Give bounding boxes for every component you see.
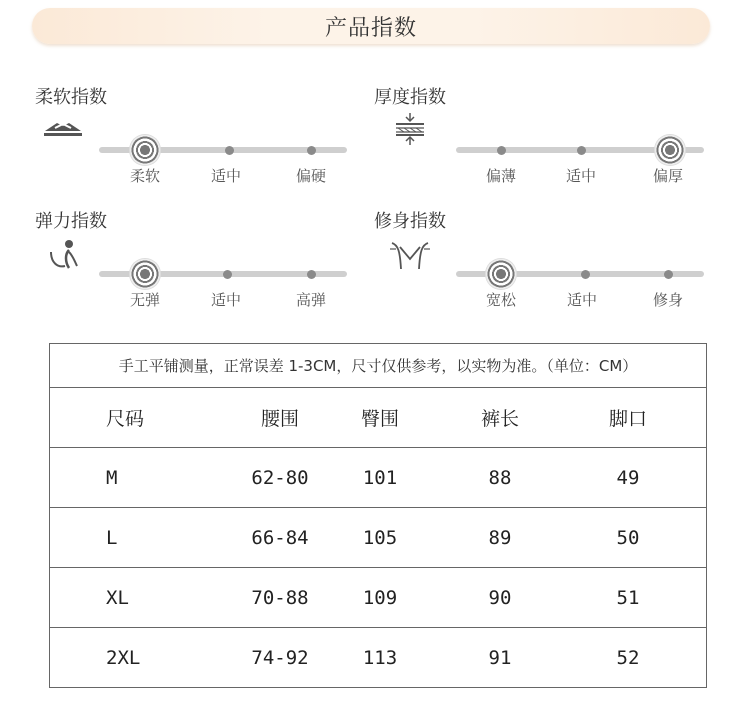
cushion-icon: [41, 113, 85, 147]
thickness-option-dot: [497, 146, 506, 155]
table-cell: 66-84: [251, 526, 309, 549]
softness-option-dot: [225, 146, 234, 155]
fit-option-dot: [664, 270, 673, 279]
table-cell: 74-92: [251, 647, 309, 669]
index-title: 柔软指数: [35, 87, 107, 108]
table-cell: M: [106, 466, 118, 489]
table-cell: 89: [488, 526, 512, 549]
table-header-row: [50, 388, 706, 448]
elasticity-option-label: 高弹: [295, 291, 327, 309]
index-title: 弹力指数: [35, 211, 107, 232]
table-cell: 70-88: [251, 586, 309, 609]
elasticity-option-label: 无弹: [129, 291, 161, 309]
softness-option-label: 柔软: [129, 167, 161, 185]
fit-selected-marker: [486, 259, 516, 289]
header-cell: 裤长: [480, 408, 519, 430]
table-cell: 105: [362, 526, 398, 549]
elasticity-option-label: 适中: [210, 291, 242, 309]
table-cell: 51: [616, 586, 640, 609]
softness-option-label: 偏硬: [295, 167, 327, 185]
table-cell: 90: [488, 586, 512, 609]
section-banner: [32, 8, 710, 44]
thickness-option-label: 偏薄: [485, 167, 517, 185]
elasticity-option-dot: [223, 270, 232, 279]
size-table: [49, 343, 707, 688]
index-title: 厚度指数: [374, 87, 446, 108]
fit-option-label: 宽松: [485, 291, 517, 309]
thickness-option-label: 适中: [565, 167, 597, 185]
index-title: 修身指数: [374, 211, 446, 232]
table-cell: 62-80: [251, 466, 309, 489]
elasticity-option-dot: [307, 270, 316, 279]
stretch-person-icon: [43, 238, 87, 272]
table-cell: L: [106, 526, 118, 549]
header-cell: 脚口: [608, 408, 647, 430]
header-cell: 腰围: [260, 408, 299, 430]
softness-index: [35, 83, 365, 193]
fit-silhouette-icon: [388, 239, 432, 273]
table-cell: 50: [616, 526, 640, 549]
table-cell: 91: [488, 647, 512, 669]
header-cell: 臀围: [360, 408, 399, 430]
table-cell: 109: [362, 586, 398, 609]
fit-option-dot: [581, 270, 590, 279]
thickness-icon: [388, 113, 432, 147]
table-row: [50, 448, 706, 508]
thickness-selected-marker: [655, 135, 685, 165]
fit-index: [374, 207, 704, 317]
softness-selected-marker: [130, 135, 160, 165]
banner-title: 产品指数: [324, 15, 417, 41]
table-row: [50, 508, 706, 568]
table-cell: 49: [616, 466, 640, 489]
table-cell: XL: [106, 586, 129, 609]
header-cell: 尺码: [106, 408, 145, 430]
thickness-option-label: 偏厚: [652, 167, 684, 185]
table-cell: 113: [362, 647, 398, 669]
table-row: [50, 628, 706, 688]
elasticity-selected-marker: [130, 259, 160, 289]
thickness-index: [374, 83, 704, 193]
softness-option-label: 适中: [210, 167, 242, 185]
table-row: [50, 568, 706, 628]
table-cell: 88: [488, 466, 512, 489]
fit-option-label: 适中: [566, 291, 598, 309]
thickness-option-dot: [577, 146, 586, 155]
table-cell: 52: [616, 647, 640, 669]
table-cell: 2XL: [106, 647, 141, 669]
measurement-note: 手工平铺测量，正常误差 1-3CM，尺寸仅供参考，以实物为准。（单位：CM）: [50, 344, 706, 388]
table-cell: 101: [362, 466, 398, 489]
elasticity-index: [35, 207, 365, 317]
softness-option-dot: [307, 146, 316, 155]
fit-option-label: 修身: [652, 291, 684, 309]
